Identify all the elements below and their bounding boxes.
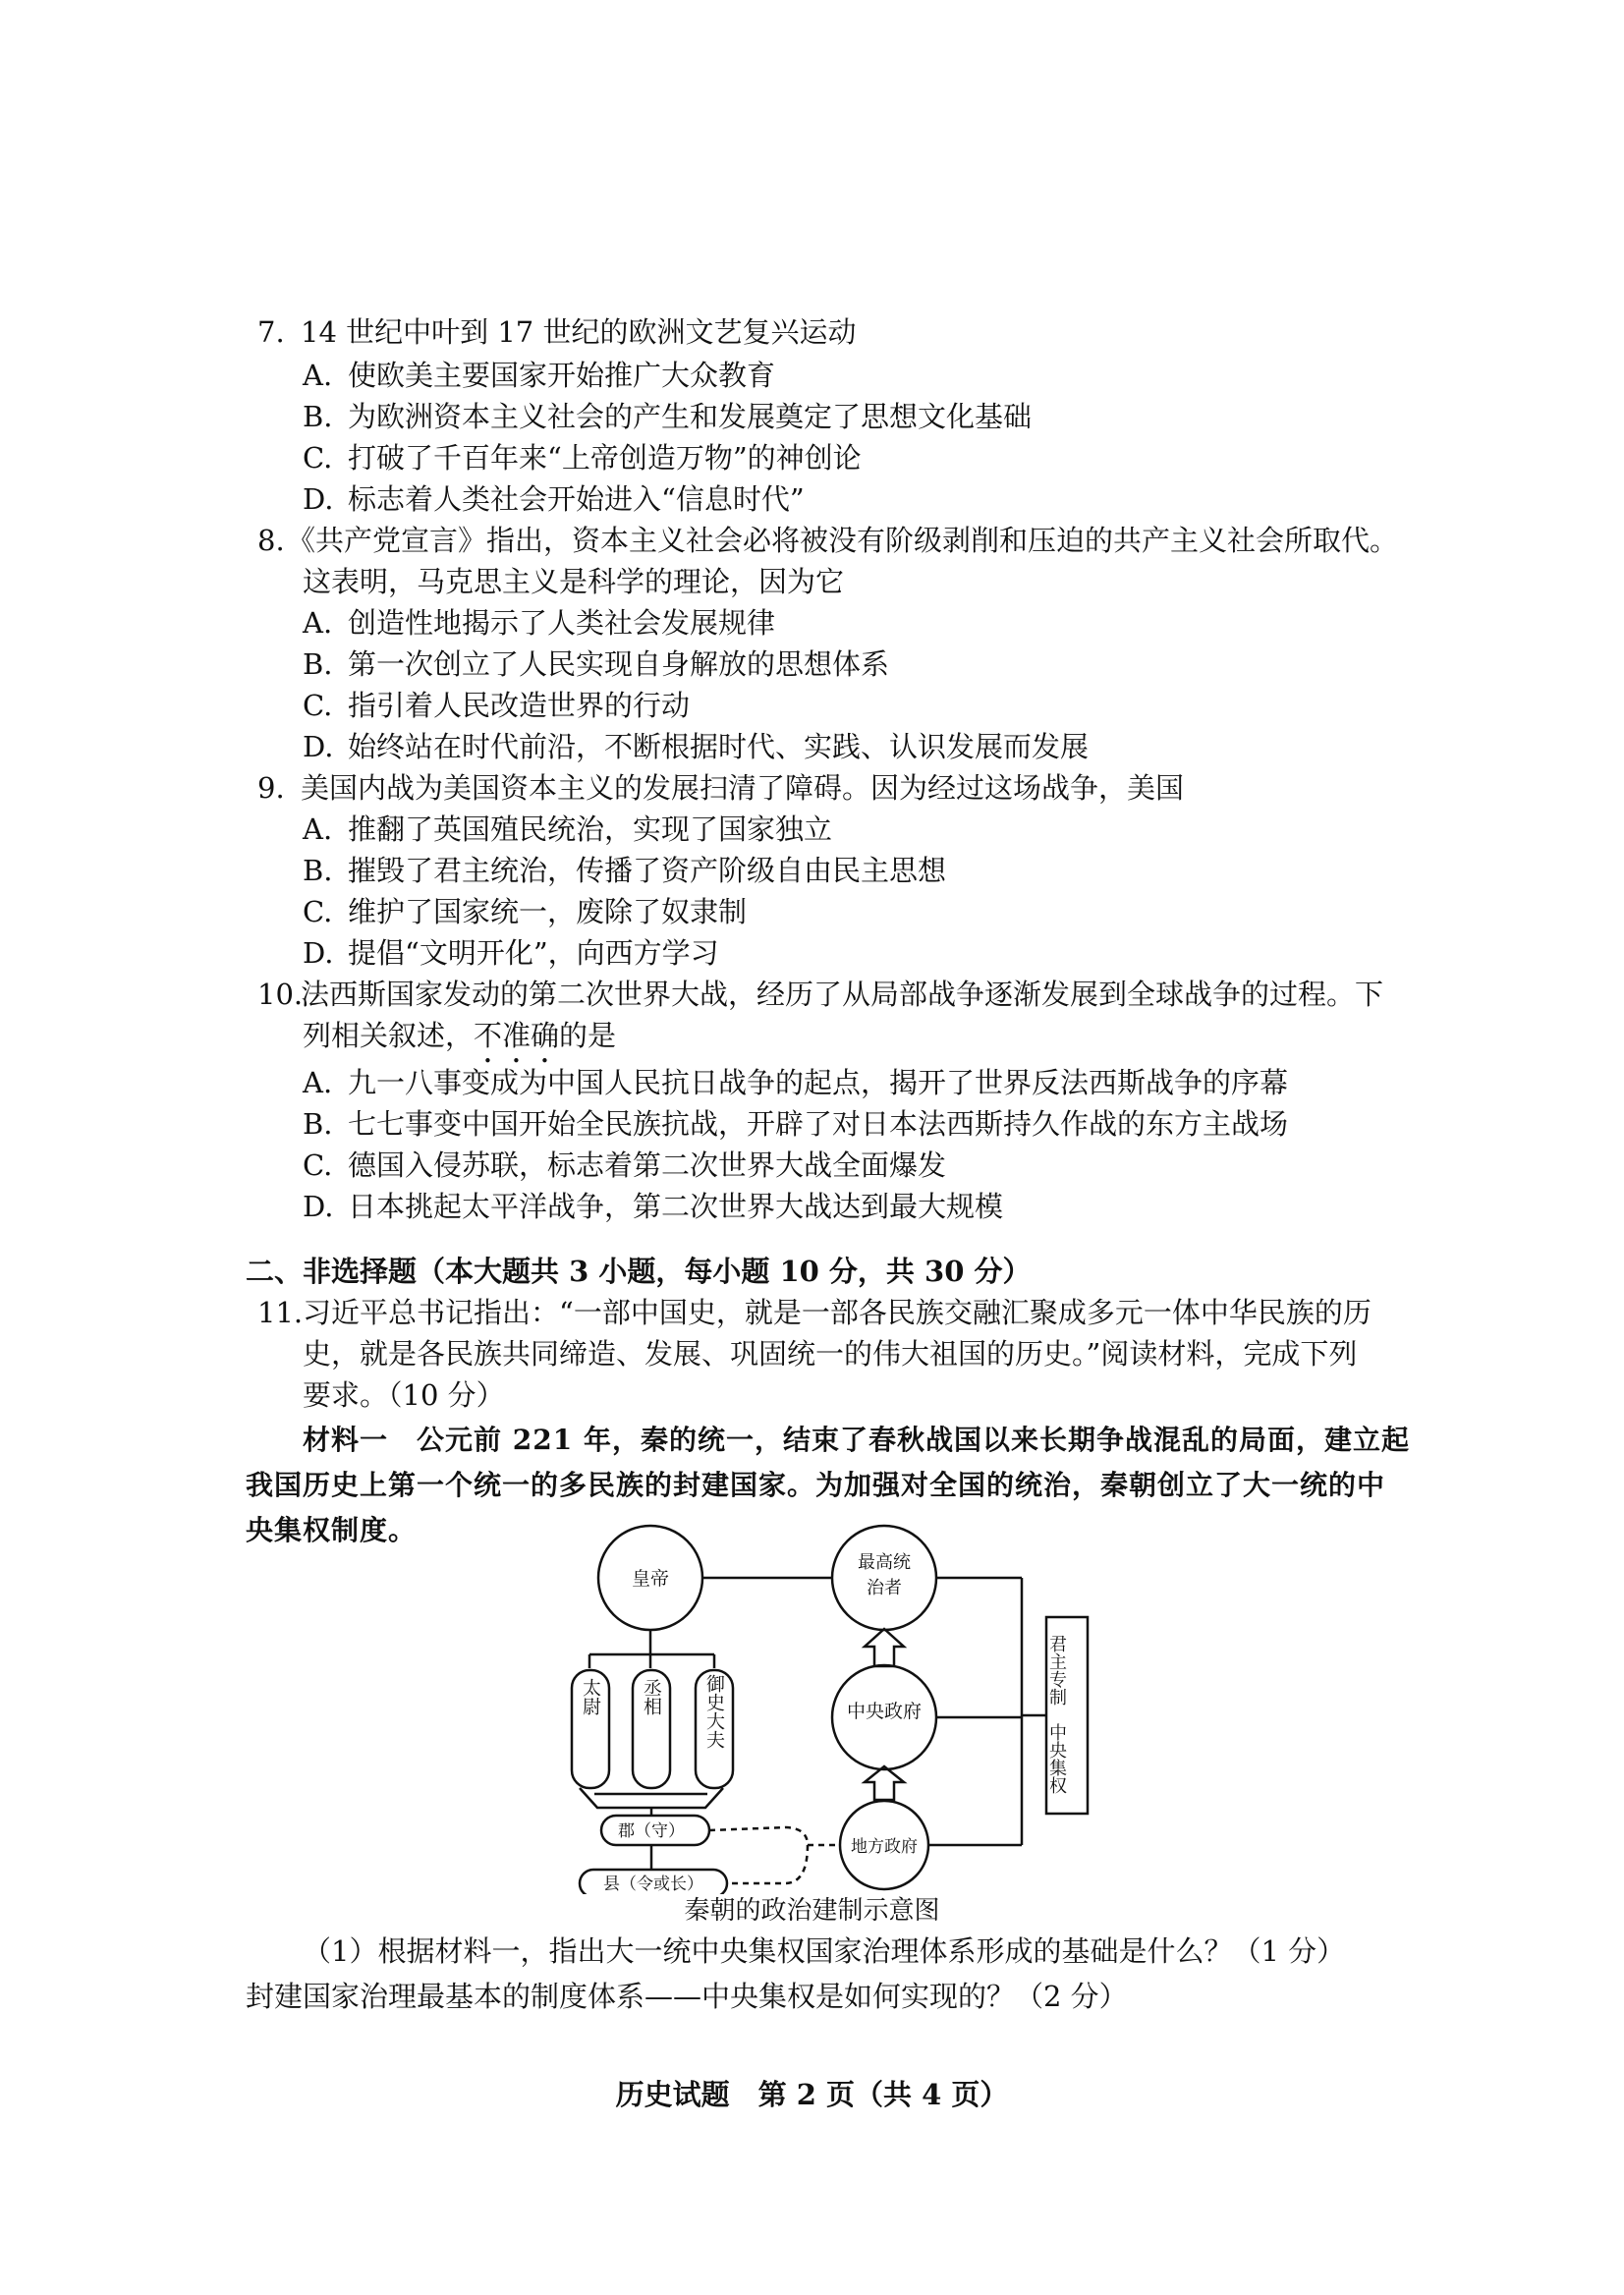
- taiwei-label: 太尉: [580, 1678, 601, 1715]
- option-letter: C.: [303, 1148, 333, 1182]
- option-letter: B.: [303, 647, 333, 681]
- option-text: 摧毁了君主统治，传播了资产阶级自由民主思想: [348, 854, 947, 887]
- question-number: 8.: [257, 524, 285, 557]
- question-text: 习近平总书记指出：“一部中国史，就是一部各民族交融汇聚成多元一体中华民族的历: [303, 1296, 1372, 1329]
- page-footer: 历史试题 第 2 页（共 4 页）: [615, 2078, 1009, 2111]
- q8-option-a: [303, 603, 775, 643]
- question-11-stem-line3: 要求。（10 分）: [303, 1378, 505, 1412]
- chengxiang-label: 丞相: [641, 1678, 662, 1715]
- option-text: 维护了国家统一，废除了奴隶制: [348, 895, 748, 928]
- option-text: 创造性地揭示了人类社会发展规律: [348, 606, 776, 640]
- option-text: 推翻了英国殖民统治，实现了国家独立: [348, 812, 833, 846]
- diagram-caption: 秦朝的政治建制示意图: [684, 1896, 940, 1926]
- option-letter: D.: [303, 482, 334, 516]
- option-letter: D.: [303, 730, 334, 763]
- emperor-label: 皇帝: [631, 1568, 670, 1590]
- xian-label: 县（令或长）: [603, 1875, 703, 1894]
- question-number: 11.: [257, 1296, 304, 1329]
- q9-option-d: [303, 933, 719, 973]
- q7-option-b: [303, 397, 1032, 436]
- question-11-stem-line2: 史，就是各民族共同缔造、发展、巩固统一的伟大祖国的历史。”阅读材料，完成下列: [303, 1337, 1358, 1371]
- up-arrow-icon: [865, 1629, 904, 1666]
- option-letter: B.: [303, 400, 333, 433]
- local-gov-label: 地方政府: [851, 1837, 918, 1857]
- material-1-line2: 我国历史上第一个统一的多民族的封建国家。为加强对全国的统治，秦朝创立了大一统的中: [246, 1469, 1386, 1501]
- emphasized-text: 不准确: [474, 1019, 560, 1052]
- option-text: 使欧美主要国家开始推广大众教育: [348, 359, 776, 392]
- option-text: 指引着人民改造世界的行动: [348, 689, 691, 722]
- question-number: 7.: [257, 315, 285, 349]
- option-text: 第一次创立了人民实现自身解放的思想体系: [348, 647, 890, 681]
- option-letter: A.: [303, 812, 333, 846]
- option-letter: B.: [303, 854, 333, 887]
- question-text: 《共产党宣言》指出，资本主义社会必将被没有阶级剥削和压迫的共产主义社会所取代。: [287, 524, 1399, 557]
- qin-political-system-diagram: [550, 1521, 1140, 1894]
- material-1-line3: 央集权制度。: [246, 1514, 418, 1546]
- question-text: 14 世纪中叶到 17 世纪的欧洲文艺复兴运动: [301, 315, 857, 349]
- option-letter: D.: [303, 1190, 334, 1223]
- section-2-title: 二、非选择题（本大题共 3 小题，每小题 10 分，共 30 分）: [246, 1255, 1032, 1288]
- option-text: 为欧洲资本主义社会的产生和发展奠定了思想文化基础: [348, 400, 1033, 433]
- option-letter: A.: [303, 359, 333, 392]
- option-letter: A.: [303, 606, 333, 640]
- q9-option-c: [303, 892, 747, 931]
- q10-option-a: [303, 1063, 1288, 1102]
- yushi-label: 御史大夫: [703, 1674, 725, 1749]
- question-7-stem: [257, 312, 856, 352]
- option-text: 七七事变中国开始全民族抗战，开辟了对日本法西斯持久作战的东方主战场: [348, 1107, 1289, 1141]
- central-gov-label: 中央政府: [846, 1701, 923, 1722]
- q10-option-b: [303, 1104, 1288, 1144]
- up-arrow-icon: [865, 1766, 904, 1800]
- question-number: 10.: [257, 978, 304, 1011]
- option-text: 打破了千百年来“上帝创造万物”的神创论: [348, 441, 862, 475]
- q7-option-a: [303, 356, 775, 395]
- option-letter: A.: [303, 1066, 333, 1099]
- question-8-stem: [257, 521, 1398, 560]
- jun-label: 郡（守）: [618, 1821, 685, 1841]
- q8-option-b: [303, 644, 889, 684]
- q11-sub1-line1: （1）根据材料一，指出大一统中央集权国家治理体系形成的基础是什么？（1 分）: [303, 1934, 1346, 1968]
- stem-text: 的是: [559, 1019, 617, 1052]
- q9-option-a: [303, 810, 832, 849]
- q7-option-c: [303, 438, 862, 477]
- option-text: 始终站在时代前沿，不断根据时代、实践、认识发展而发展: [348, 730, 1090, 763]
- question-11-stem: [257, 1293, 1372, 1332]
- q11-sub1-line2: 封建国家治理最基本的制度体系——中央集权是如何实现的？（2 分）: [246, 1980, 1128, 2013]
- option-letter: D.: [303, 936, 334, 970]
- option-letter: C.: [303, 895, 333, 928]
- option-letter: C.: [303, 441, 333, 475]
- question-text: 法西斯国家发动的第二次世界大战，经历了从局部战争逐渐发展到全球战争的过程。下: [301, 978, 1384, 1011]
- question-text: 美国内战为美国资本主义的发展扫清了障碍。因为经过这场战争，美国: [301, 771, 1185, 805]
- question-number: 9.: [257, 771, 285, 805]
- q7-option-d: [303, 479, 805, 519]
- question-9-stem: [257, 768, 1184, 808]
- option-text: 日本挑起太平洋战争，第二次世界大战达到最大规模: [348, 1190, 1004, 1223]
- q10-option-c: [303, 1146, 946, 1185]
- option-letter: C.: [303, 689, 333, 722]
- option-letter: B.: [303, 1107, 333, 1141]
- option-text: 九一八事变成为中国人民抗日战争的起点，揭开了世界反法西斯战争的序幕: [348, 1066, 1289, 1099]
- q10-option-d: [303, 1187, 1003, 1226]
- stem-text: 列相关叙述，: [303, 1019, 475, 1052]
- q8-option-d: [303, 727, 1089, 766]
- option-text: 德国入侵苏联，标志着第二次世界大战全面爆发: [348, 1148, 947, 1182]
- supreme-label: 最高统治者: [858, 1552, 911, 1598]
- option-text: 提倡“文明开化”，向西方学习: [348, 936, 719, 970]
- q9-option-b: [303, 851, 946, 890]
- question-10-stem: [257, 975, 1383, 1014]
- material-1-line1: 材料一 公元前 221 年，秦的统一，结束了春秋战国以来长期争战混乱的局面，建立起: [303, 1424, 1410, 1456]
- question-8-stem-cont: 这表明，马克思主义是科学的理论，因为它: [303, 565, 845, 598]
- option-text: 标志着人类社会开始进入“信息时代”: [348, 482, 805, 516]
- question-10-stem-cont: [303, 1016, 616, 1070]
- q8-option-c: [303, 686, 690, 725]
- system-label: 君主专制 中央集权: [1046, 1635, 1067, 1794]
